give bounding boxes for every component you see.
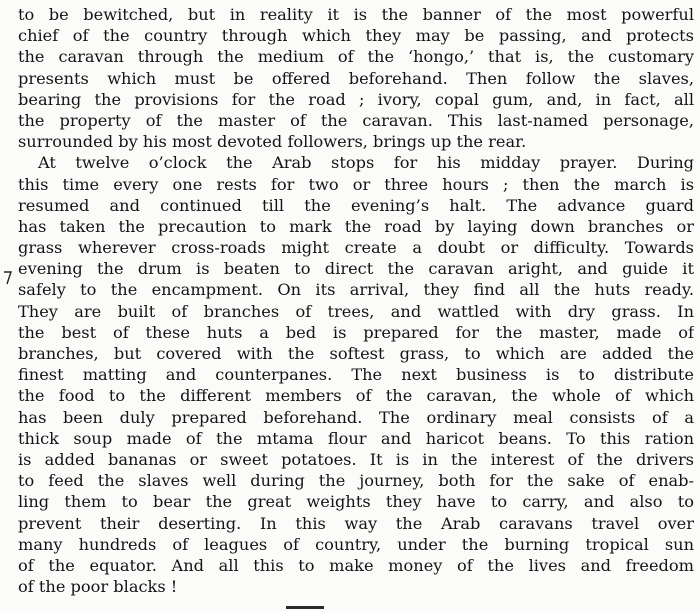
text-line: resumed and continued till the evening’s halt. The advance guard (18, 195, 694, 215)
text-line: the caravan through the medium of the ‘hongo,’ that is, the customary (18, 47, 694, 67)
text-line: safely to the encampment. On its arrival, they find all the huts ready. (18, 280, 694, 300)
text-line: They are built of branches of trees, and wattled with dry grass. In (18, 301, 694, 321)
text-line: prevent their deserting. In this way the Arab caravans travel over (18, 513, 694, 533)
text-line: the best of these huts a bed is prepared for the master, made of (18, 322, 694, 342)
text-line: of the poor blacks ! (18, 577, 178, 597)
text-line: to feed the slaves well during the journey, both for the sake of enab- (18, 471, 694, 491)
text-line: of the equator. And all this to make money of the lives and freedom (18, 555, 694, 575)
body-text (18, 4, 694, 597)
text-line: At twelve o’clock the Arab stops for his midday prayer. During (38, 153, 694, 173)
text-line: evening the drum is beaten to direct the caravan aright, and guide it (18, 259, 694, 279)
text-line: to be bewitched, but in reality it is the banner of the most powerful (18, 5, 694, 24)
text-line: has taken the precaution to mark the road by laying down branches or (18, 216, 694, 236)
text-line: finest matting and counterpanes. The next business is to distribute (18, 365, 694, 385)
text-line: the food to the different members of the caravan, the whole of which (18, 386, 694, 406)
text-line: this time every one rests for two or three hours ; then the march is (18, 174, 694, 194)
text-line: thick soup made of the mtama flour and haricot beans. To this ration (18, 428, 694, 448)
text-line: bearing the provisions for the road ; ivory, copal gum, and, in fact, all (18, 89, 694, 109)
text-line: the property of the master of the caravan. This last-named personage, (18, 110, 694, 130)
text-line: ling them to bear the great weights they have to carry, and also to (18, 492, 694, 512)
text-line: surrounded by his most devoted followers, brings up the rear. (18, 132, 527, 152)
text-line: grass wherever cross-roads might create a doubt or difficulty. Towards (18, 238, 694, 258)
section-rule (286, 606, 324, 609)
text-line: branches, but covered with the softest grass, to which are added the (18, 344, 694, 363)
text-line: chief of the country through which they may be passing, and protects (18, 26, 694, 46)
text-line: many hundreds of leagues of country, under the burning tropical sun (18, 534, 694, 554)
text-line: has been duly prepared beforehand. The ordinary meal consists of a (18, 407, 694, 427)
text-line: presents which must be offered beforehand. Then follow the slaves, (18, 68, 694, 88)
margin-mark-icon (3, 270, 13, 286)
text-line: is added bananas or sweet potatoes. It is in the interest of the drivers (18, 449, 694, 469)
